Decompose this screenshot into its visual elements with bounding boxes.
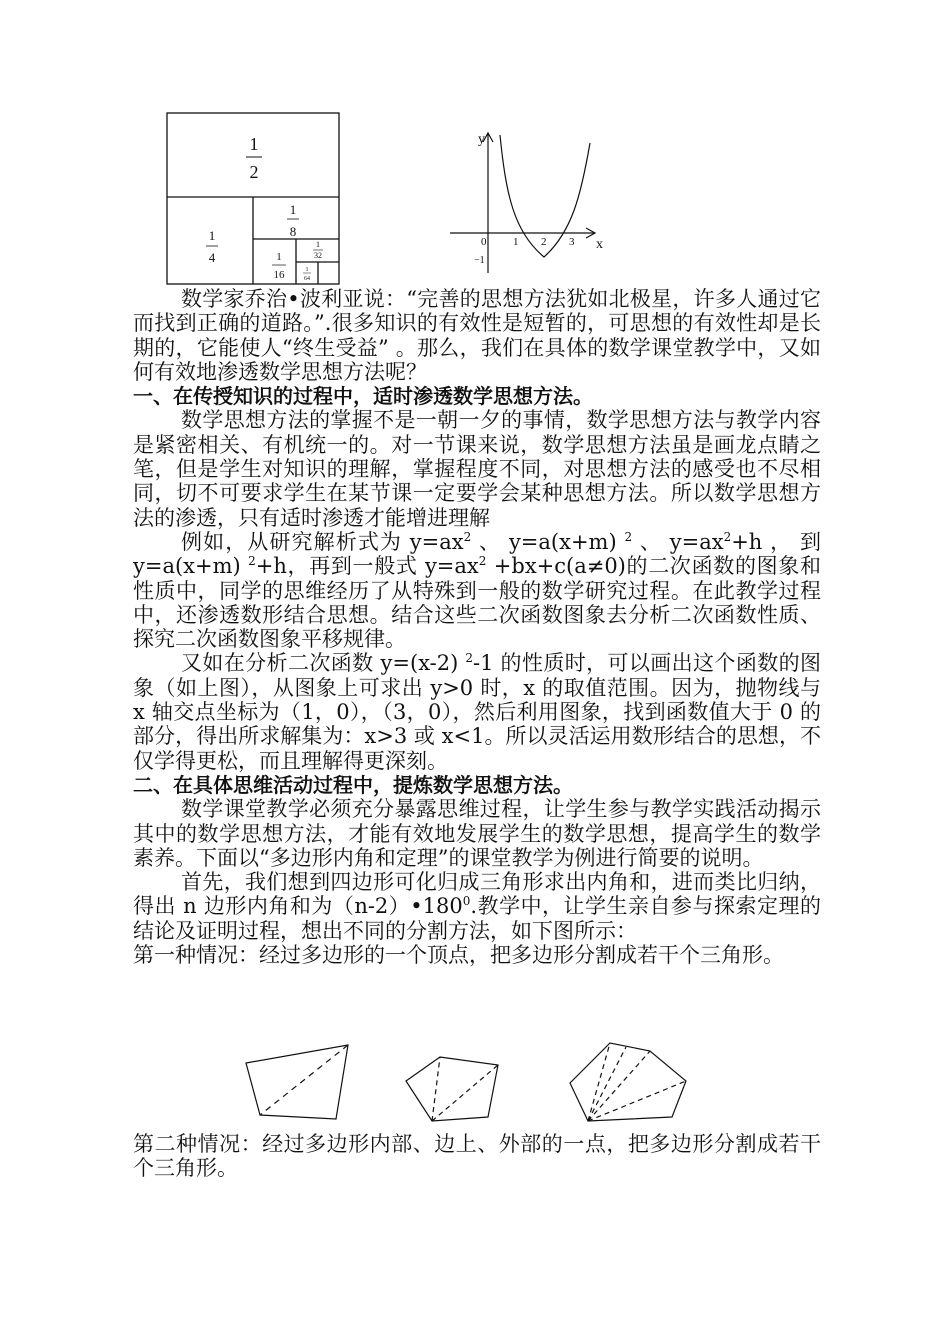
svg-text:1: 1 <box>513 236 519 248</box>
svg-text:32: 32 <box>314 251 322 260</box>
svg-text:4: 4 <box>208 250 216 265</box>
svg-text:2: 2 <box>541 236 547 248</box>
heptagon-shape <box>570 1043 686 1121</box>
svg-text:0: 0 <box>481 236 487 248</box>
svg-text:1: 1 <box>289 202 297 217</box>
paragraph-intro: 数学家乔治•波利亚说：“完善的思想方法犹如北极星，许多人通过它而找到正确的道路。”.很多知识的有效性是短暂的，可思想的有效性却是长期的，它能使人“终生受益” 。那么，我们在具体的数学课堂教学中，又如何有效地渗透数学思想方法呢？ <box>133 287 821 384</box>
svg-text:−1: −1 <box>474 255 485 266</box>
quarter-fraction <box>206 228 218 265</box>
eighth-fraction <box>287 202 299 239</box>
polygon-division-figures <box>240 1035 700 1125</box>
svg-text:y: y <box>478 132 485 147</box>
svg-text:64: 64 <box>304 276 310 282</box>
paragraph-case-2: 第二种情况：经过多边形内部、边上、外部的一点，把多边形分割成若干个三角形。 <box>133 1132 821 1181</box>
section-heading-1: 一、在传授知识的过程中，适时渗透数学思想方法。 <box>133 384 593 409</box>
pentagon-shape <box>406 1057 498 1121</box>
paragraph-section1-c: 又如在分析二次函数 y=(x-2) $^2$-1 的性质时，可以画出这个函数的图象（如上图），从图象上可求出 y>0 时，x 的取值范围。因为，抛物线与 x 轴交点坐标为（1，0），（3，0），然后利用图象，找到函数值大于 0 的部分，得出所求解集为：x>3 或 x<1。所以灵活运用数形结合的思想，不仅学得更松，而且理解得更深刻。 <box>133 651 821 773</box>
sixtyfourth-fraction <box>303 267 311 282</box>
parabola-graph-figure <box>440 125 620 280</box>
section-heading-2: 二、在具体思维活动过程中，提炼数学思想方法。 <box>133 772 573 797</box>
half-fraction <box>246 134 262 182</box>
svg-text:2: 2 <box>249 162 259 182</box>
svg-text:1: 1 <box>305 267 309 273</box>
svg-text:8: 8 <box>289 224 297 239</box>
svg-text:16: 16 <box>273 269 285 281</box>
svg-text:1: 1 <box>276 251 282 263</box>
svg-text:1: 1 <box>208 228 216 243</box>
sixteenth-fraction <box>272 251 286 281</box>
text-body-lower <box>133 1132 821 1181</box>
quadrilateral-shape <box>246 1045 348 1119</box>
thirtysecond-fraction <box>313 240 323 260</box>
paragraph-case-1: 第一种情况：经过多边形的一个顶点，把多边形分割成若干个三角形。 <box>133 943 784 968</box>
paragraph-section2-a: 数学课堂教学必须充分暴露思维过程，让学生参与教学实践活动揭示其中的数学思想方法，才能有效地发展学生的数学思想，提高学生的数学素养。下面以“多边形内角和定理”的课堂教学为例进行简要的说明。 <box>133 797 821 870</box>
fraction-squares-figure <box>166 112 342 286</box>
paragraph-section2-b: 首先，我们想到四边形可化归成三角形求出内角和，进而类比归纳，得出 n 边形内角和为$(n-2)•180^0$.教学中，让学生亲自参与探索定理的结论及证明过程，想出不同的分割方法，如下图所示： <box>133 870 821 943</box>
text-body-upper <box>133 287 821 967</box>
svg-text:1: 1 <box>316 240 320 249</box>
paragraph-section1-b: 例如，从研究解析式为 $y=ax^2$ 、 y=a(x+m) $^2$ 、 $y=ax^2+h$ ， 到 y=a(x+m) $^2$+h，再到一般式 $y=ax^2 +bx+c(a\ne 0)$的二次函数的图象和性质中，同学的思维经历了从特殊到一般的数学研究过程。在此教学过程中，还渗透数形结合思想。结合这些二次函数图象去分析二次函数性质、探究二次函数图象平移规律。 <box>133 529 821 652</box>
svg-text:3: 3 <box>569 236 575 248</box>
paragraph-section1-a: 数学思想方法的掌握不是一朝一夕的事情，数学思想方法与教学内容是紧密相关、有机统一的。对一节课来说，数学思想方法虽是画龙点睛之笔，但是学生对知识的理解，掌握程度不同，对思想方法的感受也不尽相同，切不可要求学生在某节课一定要学会某种思想方法。所以数学思想方法的渗透，只有适时渗透才能增进理解 <box>133 408 821 530</box>
svg-text:x: x <box>596 237 603 252</box>
svg-text:1: 1 <box>249 134 259 154</box>
